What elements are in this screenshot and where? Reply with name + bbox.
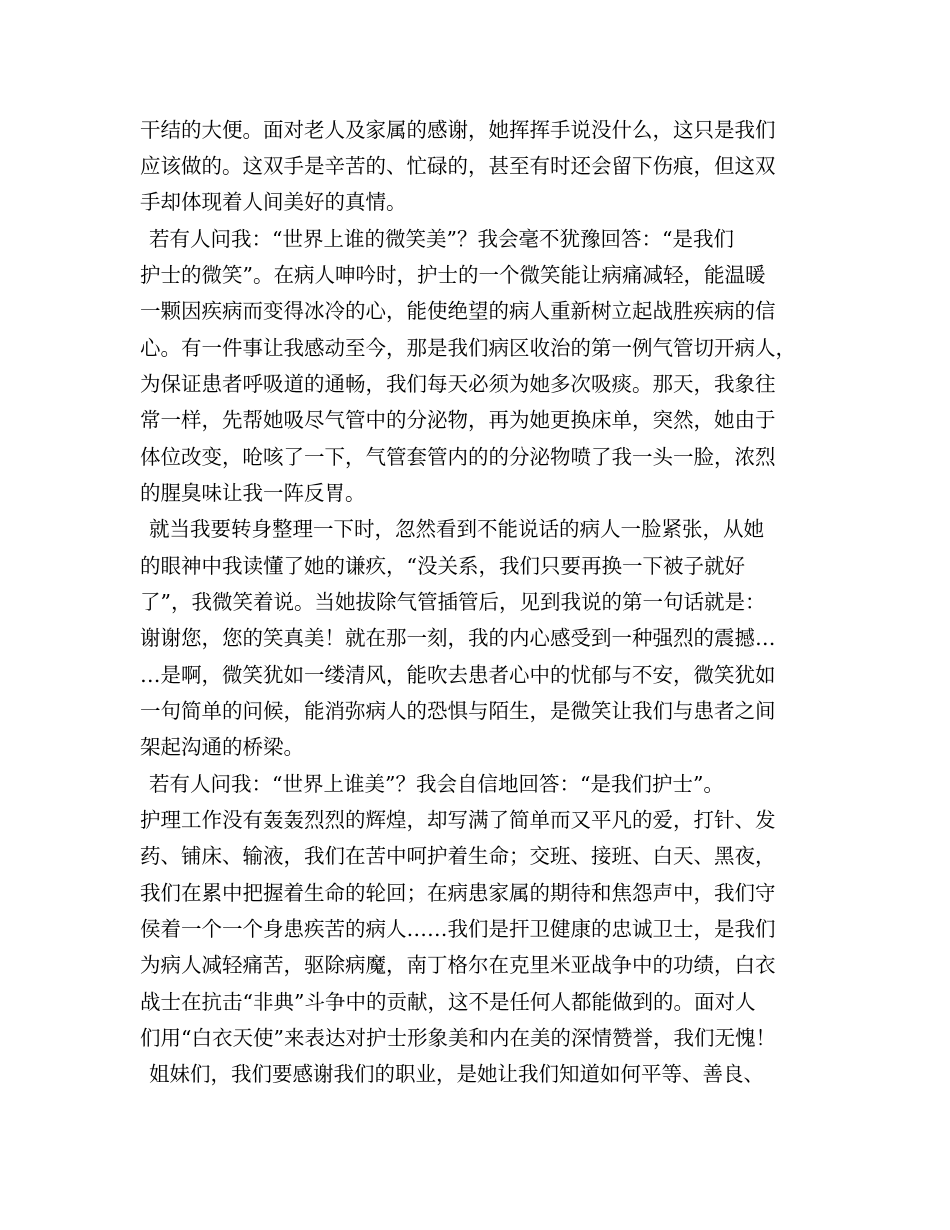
text-line: 护理工作没有轰轰烈烈的辉煌，却写满了简单而又平凡的爱，打针、发: [140, 808, 776, 832]
text-line: 干结的大便。面对老人及家属的感谢，她挥挥手说没什么，这只是我们: [140, 118, 776, 142]
text-line: 药、铺床、输液，我们在苦中呵护着生命；交班、接班、白天、黑夜，: [140, 844, 776, 868]
text-line: 的眼神中我读懂了她的谦疚，“没关系，我们只要再换一下被子就好: [140, 554, 745, 578]
text-line: 侯着一个一个身患疾苦的病人……我们是扞卫健康的忠诚卫士，是我们: [140, 917, 776, 941]
text-line: 了”，我微笑着说。当她拔除气管插管后，见到我说的第一句话就是：: [140, 590, 766, 614]
text-line: 我们在累中把握着生命的轮回；在病患家属的期待和焦怨声中，我们守: [140, 881, 776, 905]
text-line: 应该做的。这双手是辛苦的、忙碌的，甚至有时还会留下伤痕，但这双: [140, 154, 776, 178]
text-line: 们用“白衣天使”来表达对护士形象美和内在美的深情赞誉，我们无愧！: [140, 1026, 776, 1050]
text-line: 架起沟通的桥梁。: [140, 735, 304, 759]
text-line: 若有人问我：“世界上谁美”？我会自信地回答：“是我们护士”。: [149, 772, 724, 796]
text-line: 常一样，先帮她吸尽气管中的分泌物，再为她更换床单，突然，她由于: [140, 408, 776, 432]
text-line: 谢谢您，您的笑真美！就在那一刻，我的内心感受到一种强烈的震撼…: [140, 626, 776, 650]
text-line: 姐妹们，我们要感谢我们的职业，是她让我们知道如何平等、善良、: [149, 1062, 764, 1086]
text-line: 若有人问我：“世界上谁的微笑美”？我会毫不犹豫回答：“是我们: [149, 227, 734, 251]
text-line: 一句简单的问候，能消弥病人的恐惧与陌生，是微笑让我们与患者之间: [140, 699, 776, 723]
text-line: 心。有一件事让我感动至今，那是我们病区收治的第一例气管切开病人，: [140, 336, 796, 360]
text-line: 战士在抗击“非典”斗争中的贡献，这不是任何人都能做到的。面对人: [140, 990, 756, 1014]
text-line: 为病人减轻痛苦，驱除病魔，南丁格尔在克里米亚战争中的功绩，白衣: [140, 953, 776, 977]
text-line: 一颗因疾病而变得冰冷的心，能使绝望的病人重新树立起战胜疾病的信: [140, 299, 776, 323]
text-line: 护士的微笑”。在病人呻吟时，护士的一个微笑能让病痛减轻，能温暖: [140, 263, 766, 287]
text-line: 就当我要转身整理一下时，忽然看到不能说话的病人一脸紧张，从她: [149, 517, 764, 541]
text-line: 体位改变，呛咳了一下，气管套管内的的分泌物喷了我一头一脸，浓烈: [140, 445, 776, 469]
text-line: 的腥臭味让我一阵反胃。: [140, 481, 366, 505]
text-line: …是啊，微笑犹如一缕清风，能吹去患者心中的忧郁与不安，微笑犹如: [140, 663, 776, 687]
text-line: 手却体现着人间美好的真情。: [140, 190, 407, 214]
text-line: 为保证患者呼吸道的通畅，我们每天必须为她多次吸痰。那天，我象往: [140, 372, 776, 396]
